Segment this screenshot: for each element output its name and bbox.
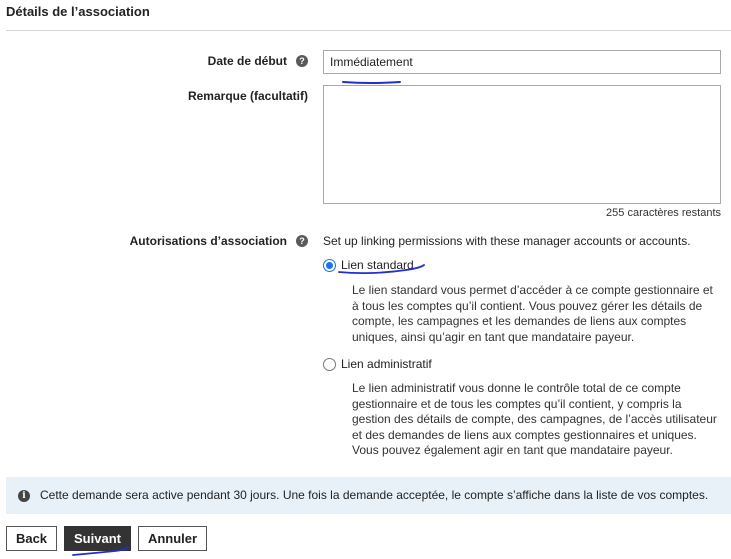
remark-label: Remarque (facultatif) [187,89,308,103]
help-circle-icon[interactable]: ? [296,55,308,67]
admin-link-label[interactable]: Lien administratif [341,357,432,371]
start-date-input[interactable] [323,50,721,74]
permissions-intro: Set up linking permissions with these manager accounts or accounts. [323,234,691,248]
admin-link-description: Le lien administratif vous donne le contrôle total de ce compte gestionnaire et de tous les comptes qu’il contient, y compris la gestion des détails de compte, des campagnes, de l’accès utilisateur et des demandes de liens aux comptes gestionnaires et uniques. Vous pouvez également agir en tant que mandataire payeur. [352,381,717,457]
section-title: Détails de l’association [6,4,150,19]
remark-textarea[interactable] [323,85,721,204]
back-button[interactable]: Back [6,526,57,551]
admin-link-radio[interactable] [323,358,336,371]
info-circle-icon: i [18,490,30,502]
start-date-label: Date de début [207,54,287,68]
chars-remaining-text: 255 caractères restants [606,207,721,219]
permissions-label: Autorisations d’association [129,234,287,248]
standard-link-label[interactable]: Lien standard [341,258,414,272]
info-text: Cette demande sera active pendant 30 jours. Une fois la demande acceptée, le compte s’affiche dans la liste de vos comptes. [40,488,709,502]
next-button[interactable]: Suivant [64,526,131,551]
section-divider [6,30,731,31]
standard-link-description: Le lien standard vous permet d’accéder à ce compte gestionnaire et à tous les comptes qu’il contient. Vous pouvez gérer les détails de compte, les campagnes et les demandes de liens aux comptes uniques, ainsi qu’agir en tant que mandataire payeur. [352,283,713,344]
standard-link-radio[interactable] [323,259,336,272]
info-banner [6,477,731,514]
help-circle-icon[interactable]: ? [296,235,308,247]
cancel-button[interactable]: Annuler [138,526,207,551]
